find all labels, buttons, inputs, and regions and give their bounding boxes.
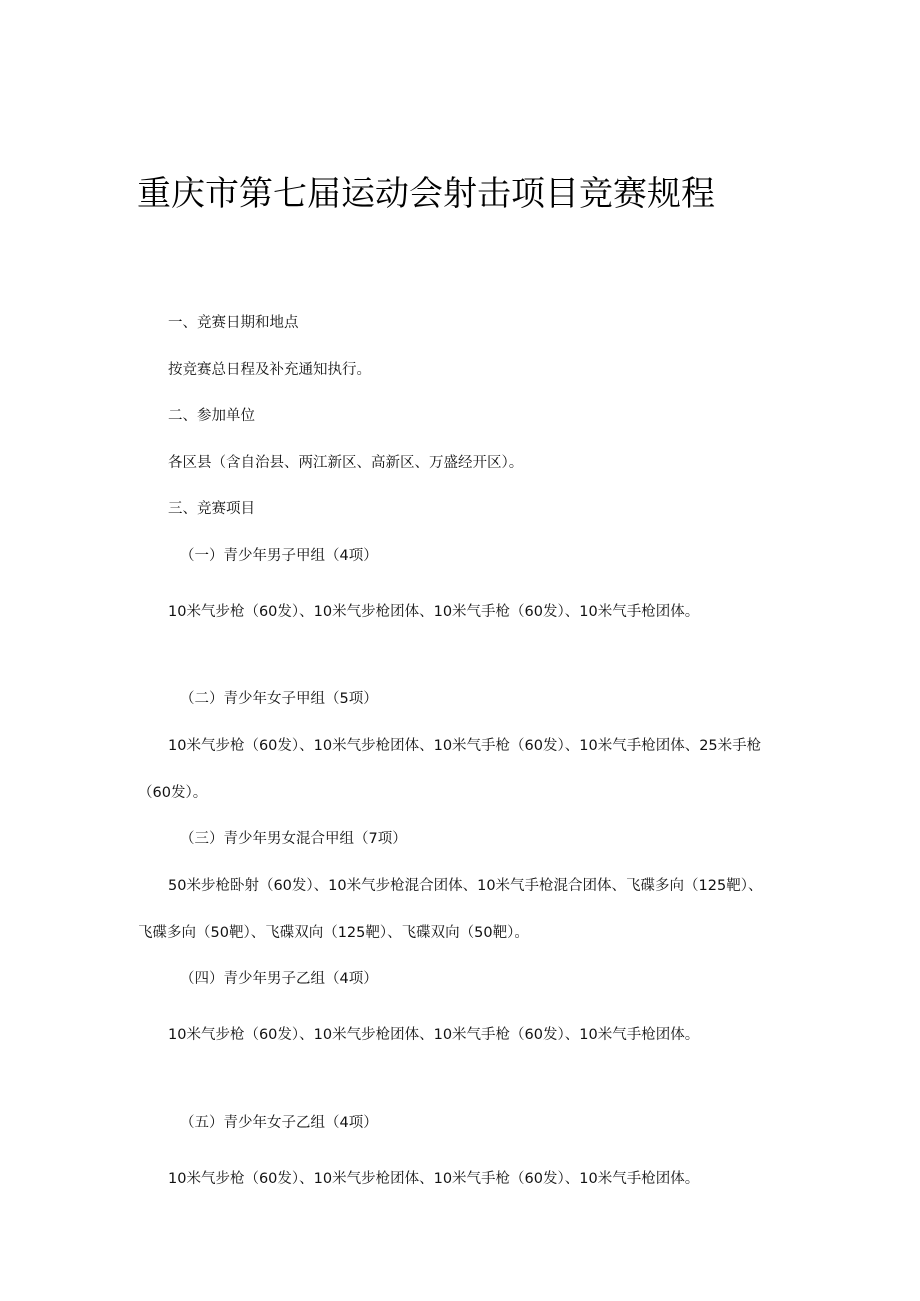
group-heading-2: （二）青少年女子甲组（5项）	[180, 691, 378, 707]
group-body-2-line2: （60发）。	[138, 785, 208, 801]
group-heading-3: （三）青少年男女混合甲组（7项）	[180, 831, 407, 847]
section-body-units: 各区县（含自治县、两江新区、高新区、万盛经开区）。	[168, 455, 524, 471]
section-body-dates: 按竞赛总日程及补充通知执行。	[168, 362, 371, 378]
group-body-3-line2: 飞碟多向（50靶）、飞碟双向（125靶）、飞碟双向（50靶）。	[138, 925, 529, 941]
group-heading-5: （五）青少年女子乙组（4项）	[180, 1115, 378, 1131]
section-heading-events: 三、竞赛项目	[168, 501, 255, 517]
group-body-3-line1: 50米步枪卧射（60发）、10米气步枪混合团体、10米气手枪混合团体、飞碟多向（125靶）、	[168, 878, 763, 894]
section-heading-dates: 一、竞赛日期和地点	[168, 315, 299, 331]
group-body-2-line1: 10米气步枪（60发）、10米气步枪团体、10米气手枪（60发）、10米气手枪团体、25米手枪	[168, 738, 762, 754]
document-title: 重庆市第七届运动会射击项目竞赛规程	[137, 174, 715, 214]
group-body-4: 10米气步枪（60发）、10米气步枪团体、10米气手枪（60发）、10米气手枪团体。	[168, 1027, 700, 1043]
group-heading-1: （一）青少年男子甲组（4项）	[180, 548, 378, 564]
group-body-5: 10米气步枪（60发）、10米气步枪团体、10米气手枪（60发）、10米气手枪团体。	[168, 1171, 700, 1187]
group-heading-4: （四）青少年男子乙组（4项）	[180, 971, 378, 987]
section-heading-units: 二、参加单位	[168, 408, 255, 424]
group-body-1: 10米气步枪（60发）、10米气步枪团体、10米气手枪（60发）、10米气手枪团体。	[168, 604, 700, 620]
